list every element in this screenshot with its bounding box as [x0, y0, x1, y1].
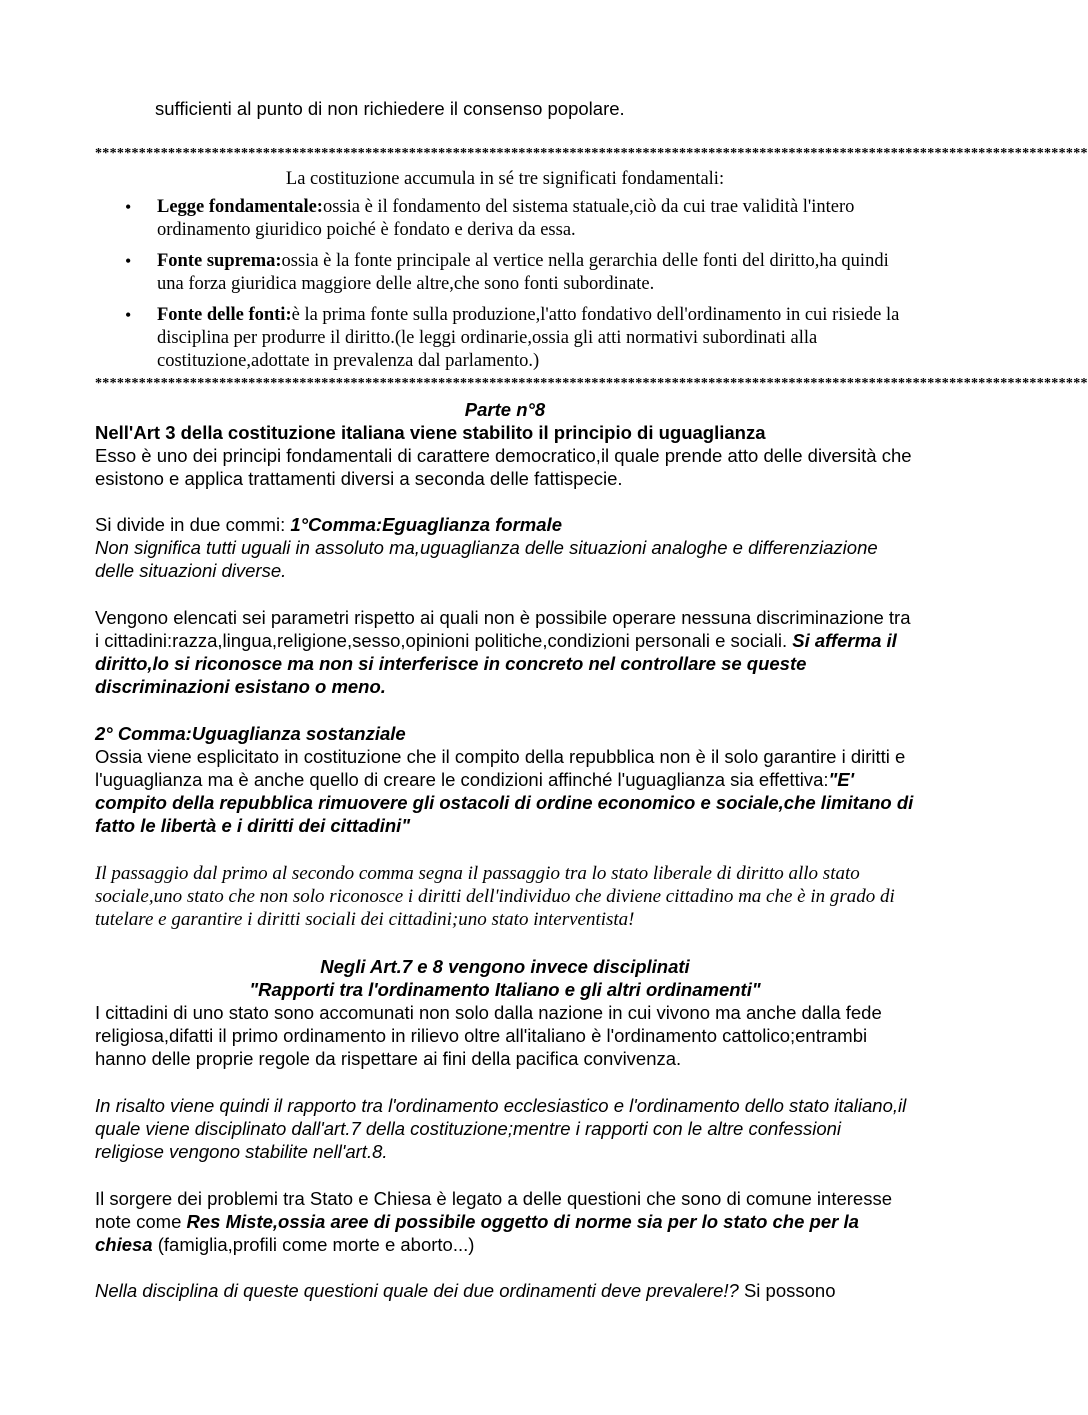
sorgere-paragraph — [95, 1187, 915, 1256]
last-italic: Nella disciplina di queste questioni quale dei due ordinamenti deve prevalere!? — [95, 1280, 739, 1301]
comma1-text: Non significa tutti uguali in assoluto ma,uguaglianza delle situazioni analoghe e differenziazione delle situazioni diverse. — [95, 537, 878, 581]
risalto-paragraph: In risalto viene quindi il rapporto tra l'ordinamento ecclesiastico e l'ordinamento dello stato italiano,il quale viene disciplinato dall'art.7 della costituzione;mentre i rapporti con le altre confessioni religiose vengono stabilite nell'art.8. — [95, 1095, 907, 1162]
part-title: Parte n°8 — [464, 399, 546, 420]
bullet-text: è la prima fonte sulla produzione,l'atto fondativo dell'ordinamento in cui risiede la disciplina per produrre il diritto.(le leggi ordinarie,ossia gli atti normativi subordinati alla costituzione,adottate in prevalenza dal parlamento.) — [157, 305, 900, 371]
sorgere-text: Il sorgere dei problemi tra Stato e Chiesa è legato a delle questioni che sono di comune interesse note come — [95, 1188, 892, 1232]
params-paragraph — [95, 606, 915, 698]
last-paragraph — [95, 1279, 915, 1302]
art78-text: I cittadini di uno stato sono accomunati non solo dalla nazione in cui vivono ma anche dalla fede religiosa,difatti il primo ordinamento in rilievo oltre all'italiano è l'ordinamento cattolico;entrambi hanno delle proprie regole da rispettare ai fini della pacifica convivenza. — [95, 1002, 882, 1069]
bullet-icon: • — [125, 251, 132, 271]
art3-heading: Nell'Art 3 della costituzione italiana viene stabilito il principio di uguaglianza — [95, 422, 766, 443]
separator-stars-2: **************************************************************************************************************************************** — [95, 376, 1088, 391]
bullet-term: Fonte delle fonti: — [157, 305, 292, 325]
intro-line: La costituzione accumula in sé tre significati fondamentali: — [285, 169, 725, 189]
art3-text: Esso è uno dei principi fondamentali di carattere democratico,il quale prende atto delle diversità che esistono e applica trattamenti diversi a seconda delle fattispecie. — [95, 445, 912, 489]
separator-stars-1: **************************************************************************************************************************************** — [95, 146, 1088, 161]
sorgere-end: (famiglia,profili come morte e aborto...) — [152, 1234, 475, 1255]
params-bold: Si afferma il diritto,lo si riconosce ma non si interferisce in concreto nel controllare se queste discriminazioni esistano o meno. — [95, 630, 897, 697]
params-text: Vengono elencati sei parametri rispetto ai quali non è possibile operare nessuna discriminazione tra i cittadini:razza,lingua,religione,sesso,opinioni politiche,condizioni personali e sociali. — [95, 607, 911, 651]
bullet-icon: • — [125, 197, 132, 217]
commi-lead: Si divide in due commi: — [95, 514, 291, 535]
commi-paragraph — [95, 513, 915, 536]
bullet-term: Fonte suprema: — [157, 251, 282, 271]
comma2-quote: "E' compito della repubblica rimuovere gli ostacoli di ordine economico e sociale,che limitano di fatto le libertà e i diritti dei cittadini" — [95, 769, 914, 836]
list-item — [125, 250, 915, 296]
bullet-text: ossia è il fondamento del sistema statuale,ciò da cui trae validità l'intero ordinamento giuridico poiché è fondato e deriva da essa. — [157, 197, 855, 240]
art78-title-2: "Rapporti tra l'ordinamento Italiano e gli altri ordinamenti" — [249, 979, 761, 1000]
passaggio-paragraph: Il passaggio dal primo al secondo comma segna il passaggio tra lo stato liberale di diritto allo stato sociale,uno stato che non solo riconosce i diritti dell'individuo che diviene cittadino ma che è in grado di tutelare e garantire i diritti sociali dei cittadini;uno stato interventista! — [95, 863, 895, 930]
comma1-title: 1°Comma:Eguaglianza formale — [290, 514, 562, 535]
last-text: Si possono — [738, 1280, 836, 1301]
bullet-text: ossia è la fonte principale al vertice nella gerarchia delle fonti del diritto,ha quindi una forza giuridica maggiore delle altre,che sono fonti subordinate. — [157, 251, 889, 294]
comma2-title: 2° Comma:Uguaglianza sostanziale — [95, 723, 406, 744]
significati-list — [125, 196, 915, 381]
bullet-icon: • — [125, 305, 132, 325]
bullet-term: Legge fondamentale: — [157, 197, 323, 217]
top-line: sufficienti al punto di non richiedere il consenso popolare. — [155, 98, 625, 119]
sorgere-bold: Res Miste,ossia aree di possibile oggetto di norme sia per lo stato che per la chiesa — [95, 1211, 859, 1255]
comma2-paragraph — [95, 745, 915, 837]
list-item — [125, 304, 915, 373]
comma2-text: Ossia viene esplicitato in costituzione che il compito della repubblica non è il solo garantire i diritti e l'uguaglianza ma è anche quello di creare le condizioni affinché l'uguaglianza sia effettiva: — [95, 746, 906, 790]
list-item — [125, 196, 915, 242]
art78-title-1: Negli Art.7 e 8 vengono invece disciplinati — [320, 956, 690, 977]
